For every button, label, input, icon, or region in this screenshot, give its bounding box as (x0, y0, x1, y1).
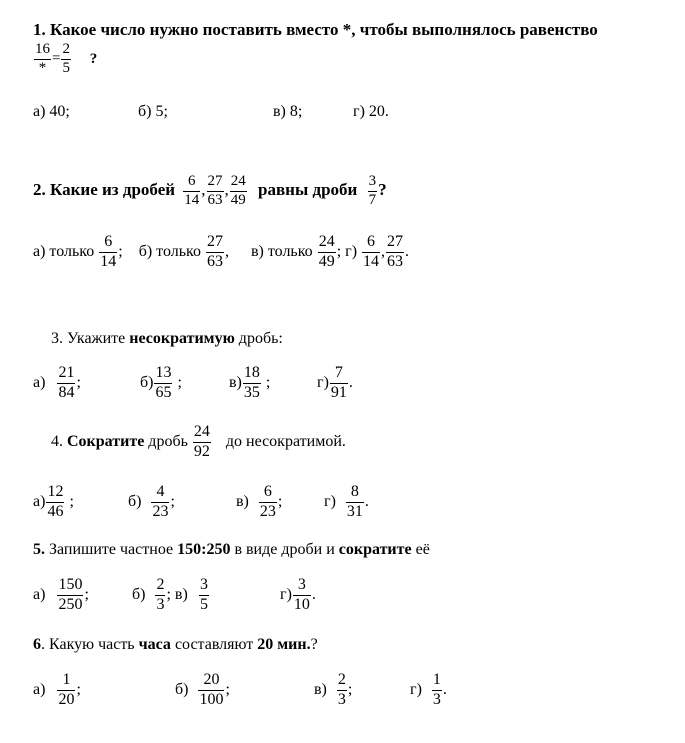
q2-option-c[interactable]: в) только $\frac{24}{49}$ ; г) (250, 233, 358, 270)
fraction: $\frac{1}{20}$ (58, 671, 75, 708)
q1-title: 1. Какое число нужно поставить вместо *, чтобы выполнялось равенство (33, 20, 598, 39)
q1-option-b[interactable]: б) 5; (138, 103, 168, 120)
q3-option-c[interactable]: в) $\frac{18}{35}$ ; (229, 364, 271, 401)
fraction: $\frac{3}{7}$ (368, 173, 377, 208)
fraction: $\frac{27}{63}$ (206, 233, 223, 270)
fraction: $\frac{24}{49}$ (318, 233, 335, 270)
fraction: $\frac{3}{5}$ (200, 576, 208, 613)
q2-option-b[interactable]: б) только $\frac{27}{63}$ , (138, 233, 229, 270)
q2-option-d[interactable]: $\frac{6}{14}$ , $\frac{27}{63}$ . (363, 233, 410, 270)
fraction: $\frac{12}{46}$ (47, 483, 64, 520)
fraction: $\frac{150}{250}$ (58, 576, 83, 613)
q2-options (33, 234, 409, 271)
q4-option-b[interactable]: б) $\frac{4}{23}$ ; (128, 483, 175, 520)
fraction: $\frac{8}{31}$ (346, 483, 363, 520)
fraction: $\frac{6}{14}$ (100, 233, 117, 270)
q5-title: 5. Запишите частное 150:250 в виде дроби и сократите её (33, 541, 430, 558)
fraction: $\frac{2}{5}$ (62, 41, 70, 76)
q5-option-a[interactable]: а) $\frac{150}{250}$ ; (33, 576, 89, 613)
fraction: $\frac{3}{10}$ (293, 576, 310, 613)
q1-option-d[interactable]: г) 20. (353, 103, 389, 120)
q6-option-a[interactable]: а) $\frac{1}{20}$ ; (33, 671, 81, 708)
fraction: $\frac{6}{23}$ (259, 483, 276, 520)
fraction: $\frac{18}{35}$ (243, 364, 260, 401)
q5-option-c[interactable] (198, 577, 210, 614)
q2-option-a[interactable]: а) только $\frac{6}{14}$ ; (33, 233, 123, 270)
fraction: $\frac{7}{91}$ (330, 364, 347, 401)
fraction: $\frac{2}{3}$ (156, 576, 165, 613)
fraction: $\frac{13}{65}$ (155, 364, 172, 401)
q3-option-d[interactable]: г) $\frac{7}{91}$ . (317, 364, 353, 401)
q4-option-a[interactable]: а) $\frac{12}{46}$ ; (33, 483, 74, 520)
fraction: $\frac{6}{14}$ (363, 233, 380, 270)
q5-option-d[interactable]: г) $\frac{3}{10}$ . (280, 576, 316, 613)
fraction: $\frac{21}{84}$ (58, 364, 75, 401)
q6-option-c[interactable]: в) $\frac{2}{3}$ ; (314, 671, 353, 708)
q6-title: 6. Какую часть часа составляют 20 мин.? (33, 636, 318, 653)
q3-option-b[interactable]: б) $\frac{13}{65}$ ; (140, 364, 182, 401)
fraction: $\frac{27}{63}$ (387, 233, 404, 270)
q2-title: 2. Какие из дробей $\frac{6}{14}$ , $\frac{27}{63}$ , $\frac{24}{49}$ равны дроби $\frac{3}{7}$ ? (33, 173, 387, 208)
fraction: $\frac{24}{49}$ (230, 173, 246, 208)
fraction: $\frac{27}{63}$ (207, 173, 223, 208)
q4-option-c[interactable]: в) $\frac{6}{23}$ ; (236, 483, 283, 520)
q3-option-a[interactable]: а) $\frac{21}{84}$ ; (33, 364, 81, 401)
fraction: $\frac{1}{3}$ (432, 671, 441, 708)
q4-option-d[interactable]: г) $\frac{8}{31}$ . (324, 483, 369, 520)
q6-option-d[interactable]: г) $\frac{1}{3}$ . (410, 671, 447, 708)
q4-title: 4. Сократите дробь $\frac{24}{92}$ до несократимой. (51, 423, 346, 460)
fraction: $\frac{20}{100}$ (199, 671, 224, 708)
fraction: $\frac{6}{14}$ (184, 173, 200, 208)
fraction: $\frac{24}{92}$ (193, 423, 210, 460)
fraction: $\frac{16}{*}$ (35, 41, 50, 76)
q1-option-c[interactable]: в) 8; (273, 103, 303, 120)
q1-option-a[interactable]: а) 40; (33, 103, 70, 120)
fraction: $\frac{4}{23}$ (152, 483, 169, 520)
fraction: $\frac{2}{3}$ (337, 671, 346, 708)
q5-option-b[interactable]: б) $\frac{2}{3}$ ; в) (132, 576, 188, 613)
q1-equation: $\frac{16}{*}$ = $\frac{2}{5}$ ? (35, 41, 98, 76)
q6-option-b[interactable]: б) $\frac{20}{100}$ ; (175, 671, 230, 708)
q3-title: 3. Укажите несократимую дробь: (51, 330, 283, 347)
